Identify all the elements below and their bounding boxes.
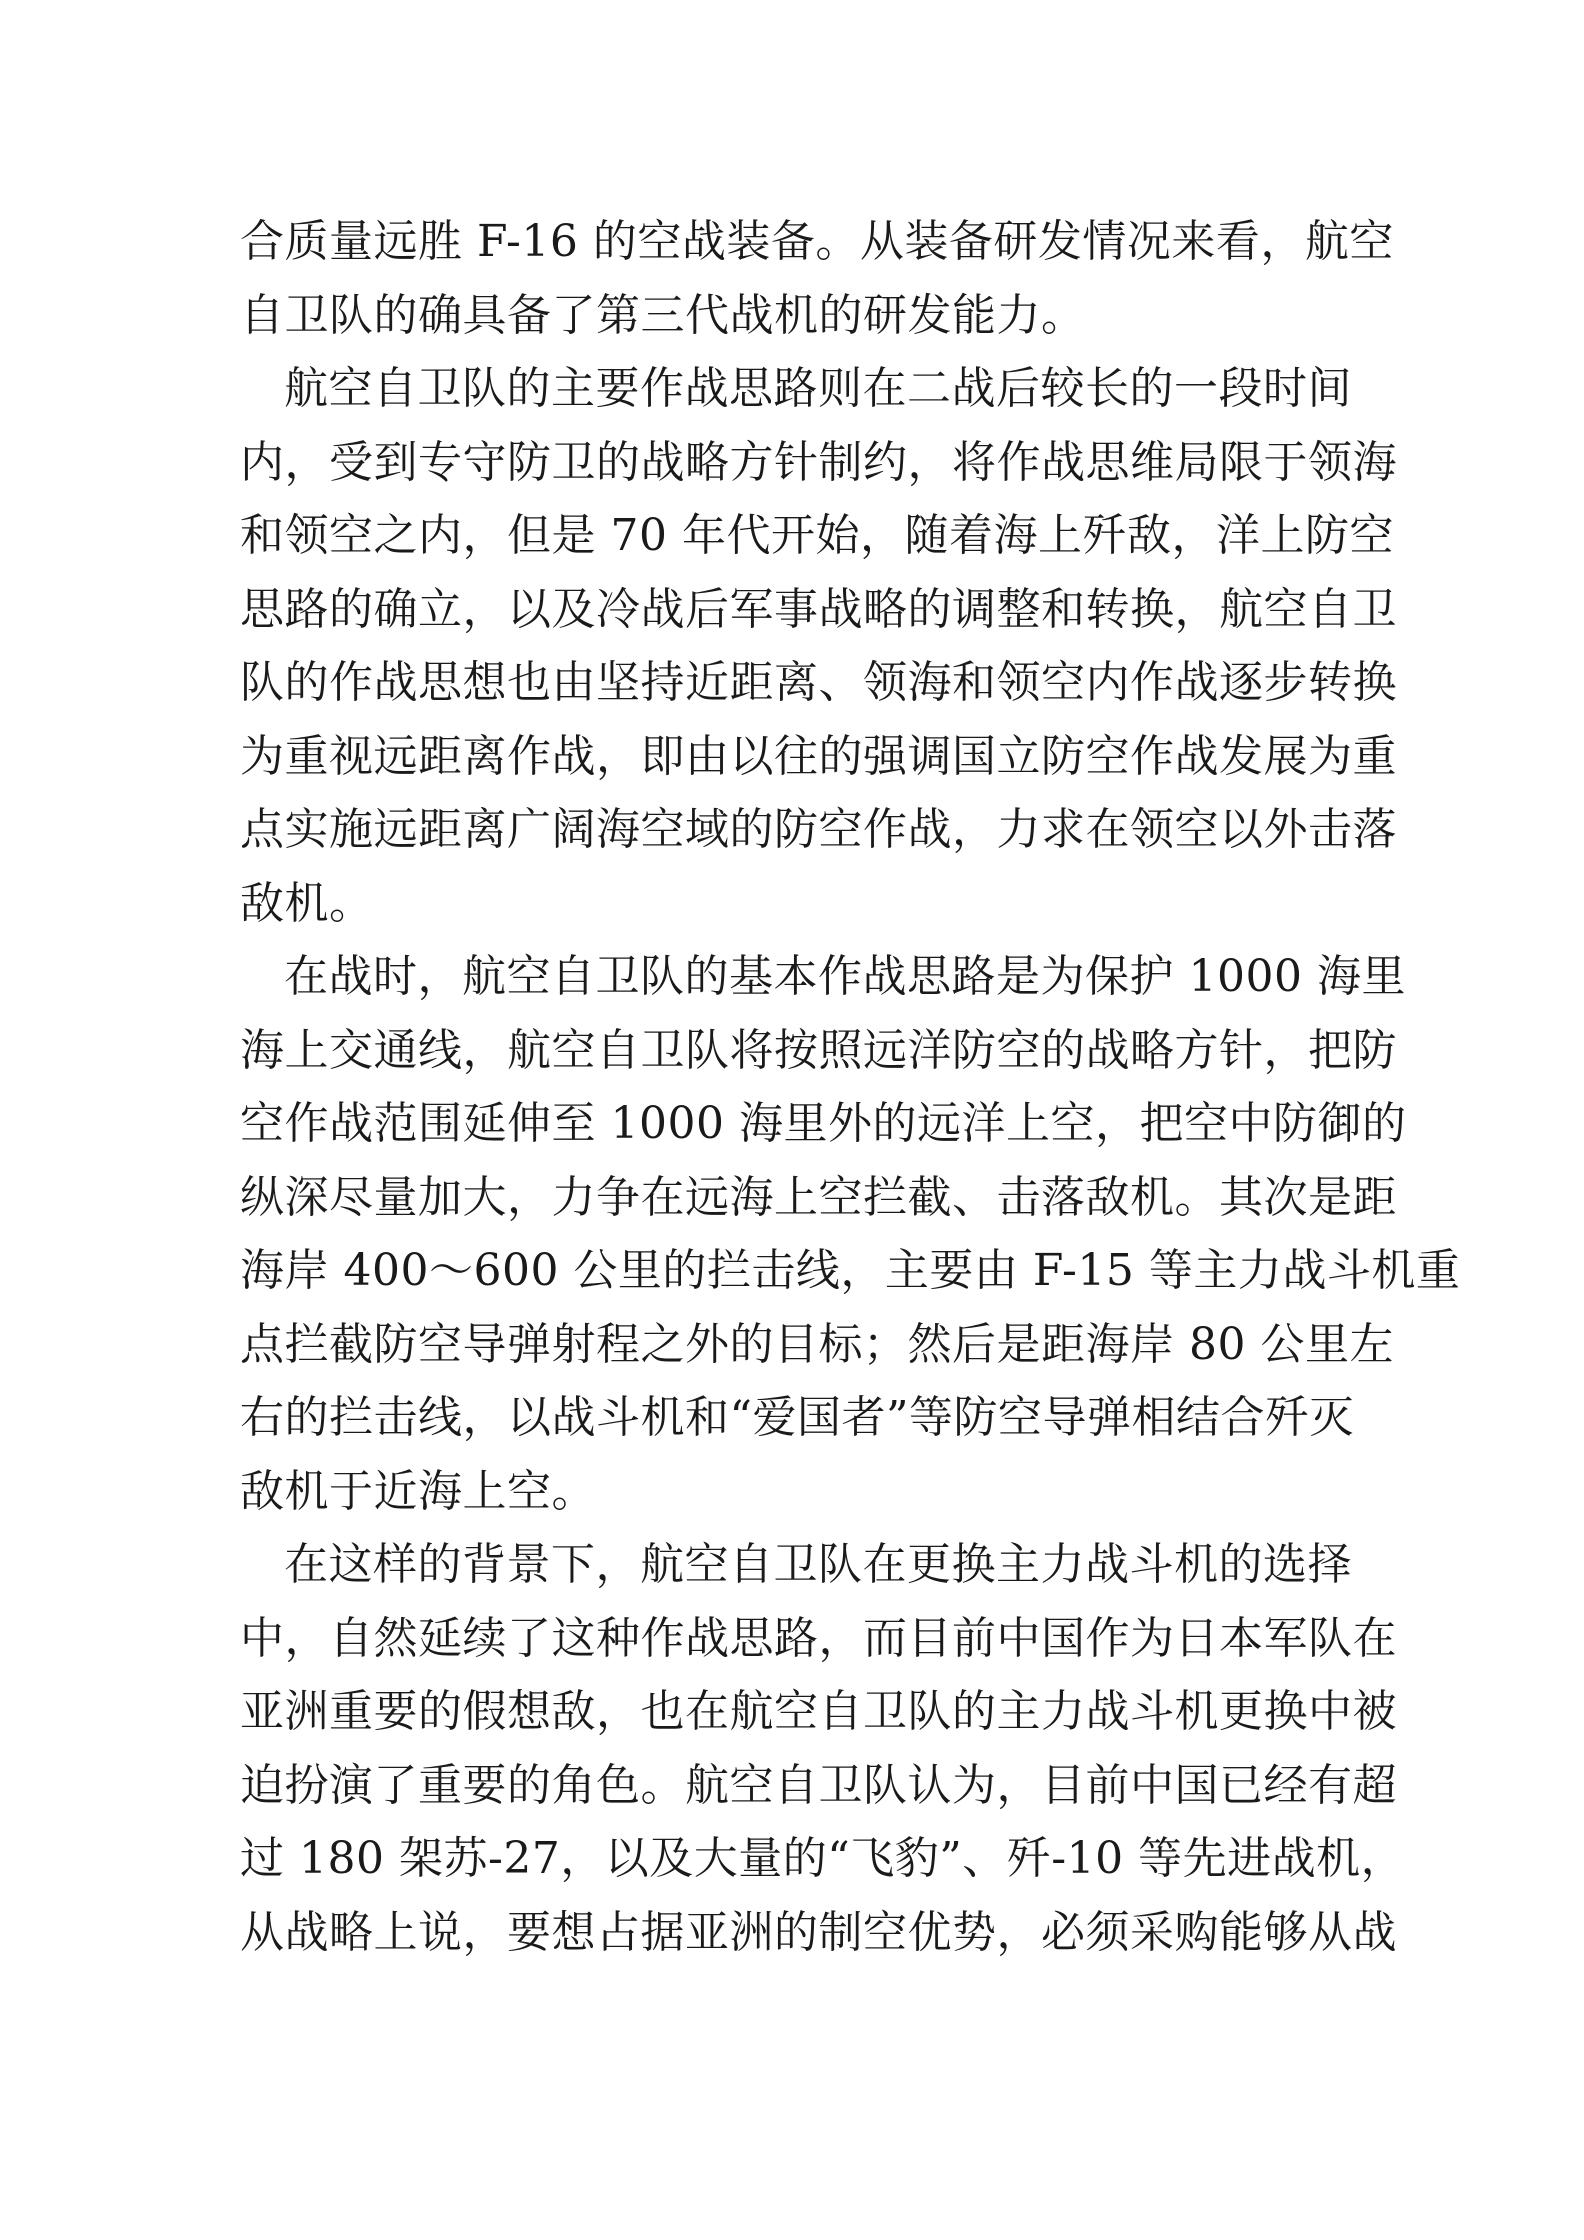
text-line: 过 180 架苏-27，以及大量的“飞豹”、歼-10 等先进战机，: [240, 1833, 1406, 1884]
text-line: 海上交通线，航空自卫队将按照远洋防空的战略方针，把防: [240, 1024, 1397, 1076]
text-line: 点实施远距离广阔海空域的防空作战，力求在领空以外击落: [240, 804, 1397, 855]
text-line: 思路的确立，以及冷战后军事战略的调整和转换，航空自卫: [240, 583, 1397, 635]
text-line: 中，自然延续了这种作战思路，而目前中国作为日本军队在: [240, 1612, 1397, 1664]
document-body: [240, 205, 1461, 1969]
text-line: 队的作战思想也由坚持近距离、领海和领空内作战逐步转换: [240, 657, 1397, 708]
text-line: 敌机。: [240, 877, 374, 929]
paragraph-4: [240, 1528, 1406, 1969]
text-line: 点拦截防空导弹射程之外的目标；然后是距海岸 80 公里左: [240, 1318, 1394, 1370]
text-line: 和领空之内，但是 70 年代开始，随着海上歼敌，洋上防空: [240, 510, 1394, 561]
text-line: 在战时，航空自卫队的基本作战思路是为保护 1000 海里: [284, 951, 1406, 1002]
text-line: 从战略上说，要想占据亚洲的制空优势，必须采购能够从战: [240, 1906, 1397, 1958]
text-line: 纵深尽量加大，力争在远海上空拦截、击落敌机。其次是距: [240, 1171, 1397, 1223]
paragraph-2: [240, 352, 1397, 940]
text-line: 空作战范围延伸至 1000 海里外的远洋上空，把空中防御的: [240, 1098, 1407, 1149]
text-line: 敌机于近海上空。: [240, 1465, 596, 1517]
paragraph-3: [240, 940, 1461, 1528]
text-line: 亚洲重要的假想敌，也在航空自卫队的主力战斗机更换中被: [240, 1686, 1397, 1737]
text-line: 海岸 400～600 公里的拦击线，主要由 F-15 等主力战斗机重: [240, 1245, 1461, 1296]
text-line: 为重视远距离作战，即由以往的强调国立防空作战发展为重: [240, 730, 1397, 782]
text-line: 在这样的背景下，航空自卫队在更换主力战斗机的选择: [284, 1539, 1352, 1590]
text-line: 自卫队的确具备了第三代战机的研发能力。: [240, 289, 1086, 341]
text-line: 内，受到专守防卫的战略方针制约，将作战思维局限于领海: [240, 436, 1397, 488]
text-line: 航空自卫队的主要作战思路则在二战后较长的一段时间: [284, 363, 1352, 414]
text-line: 合质量远胜 F-16 的空战装备。从装备研发情况来看，航空: [240, 216, 1394, 267]
text-line: 迫扮演了重要的角色。航空自卫队认为，目前中国已经有超: [240, 1759, 1397, 1811]
paragraph-1: [240, 205, 1394, 352]
text-line: 右的拦击线，以战斗机和“爱国者”等防空导弹相结合歼灭: [240, 1392, 1354, 1443]
